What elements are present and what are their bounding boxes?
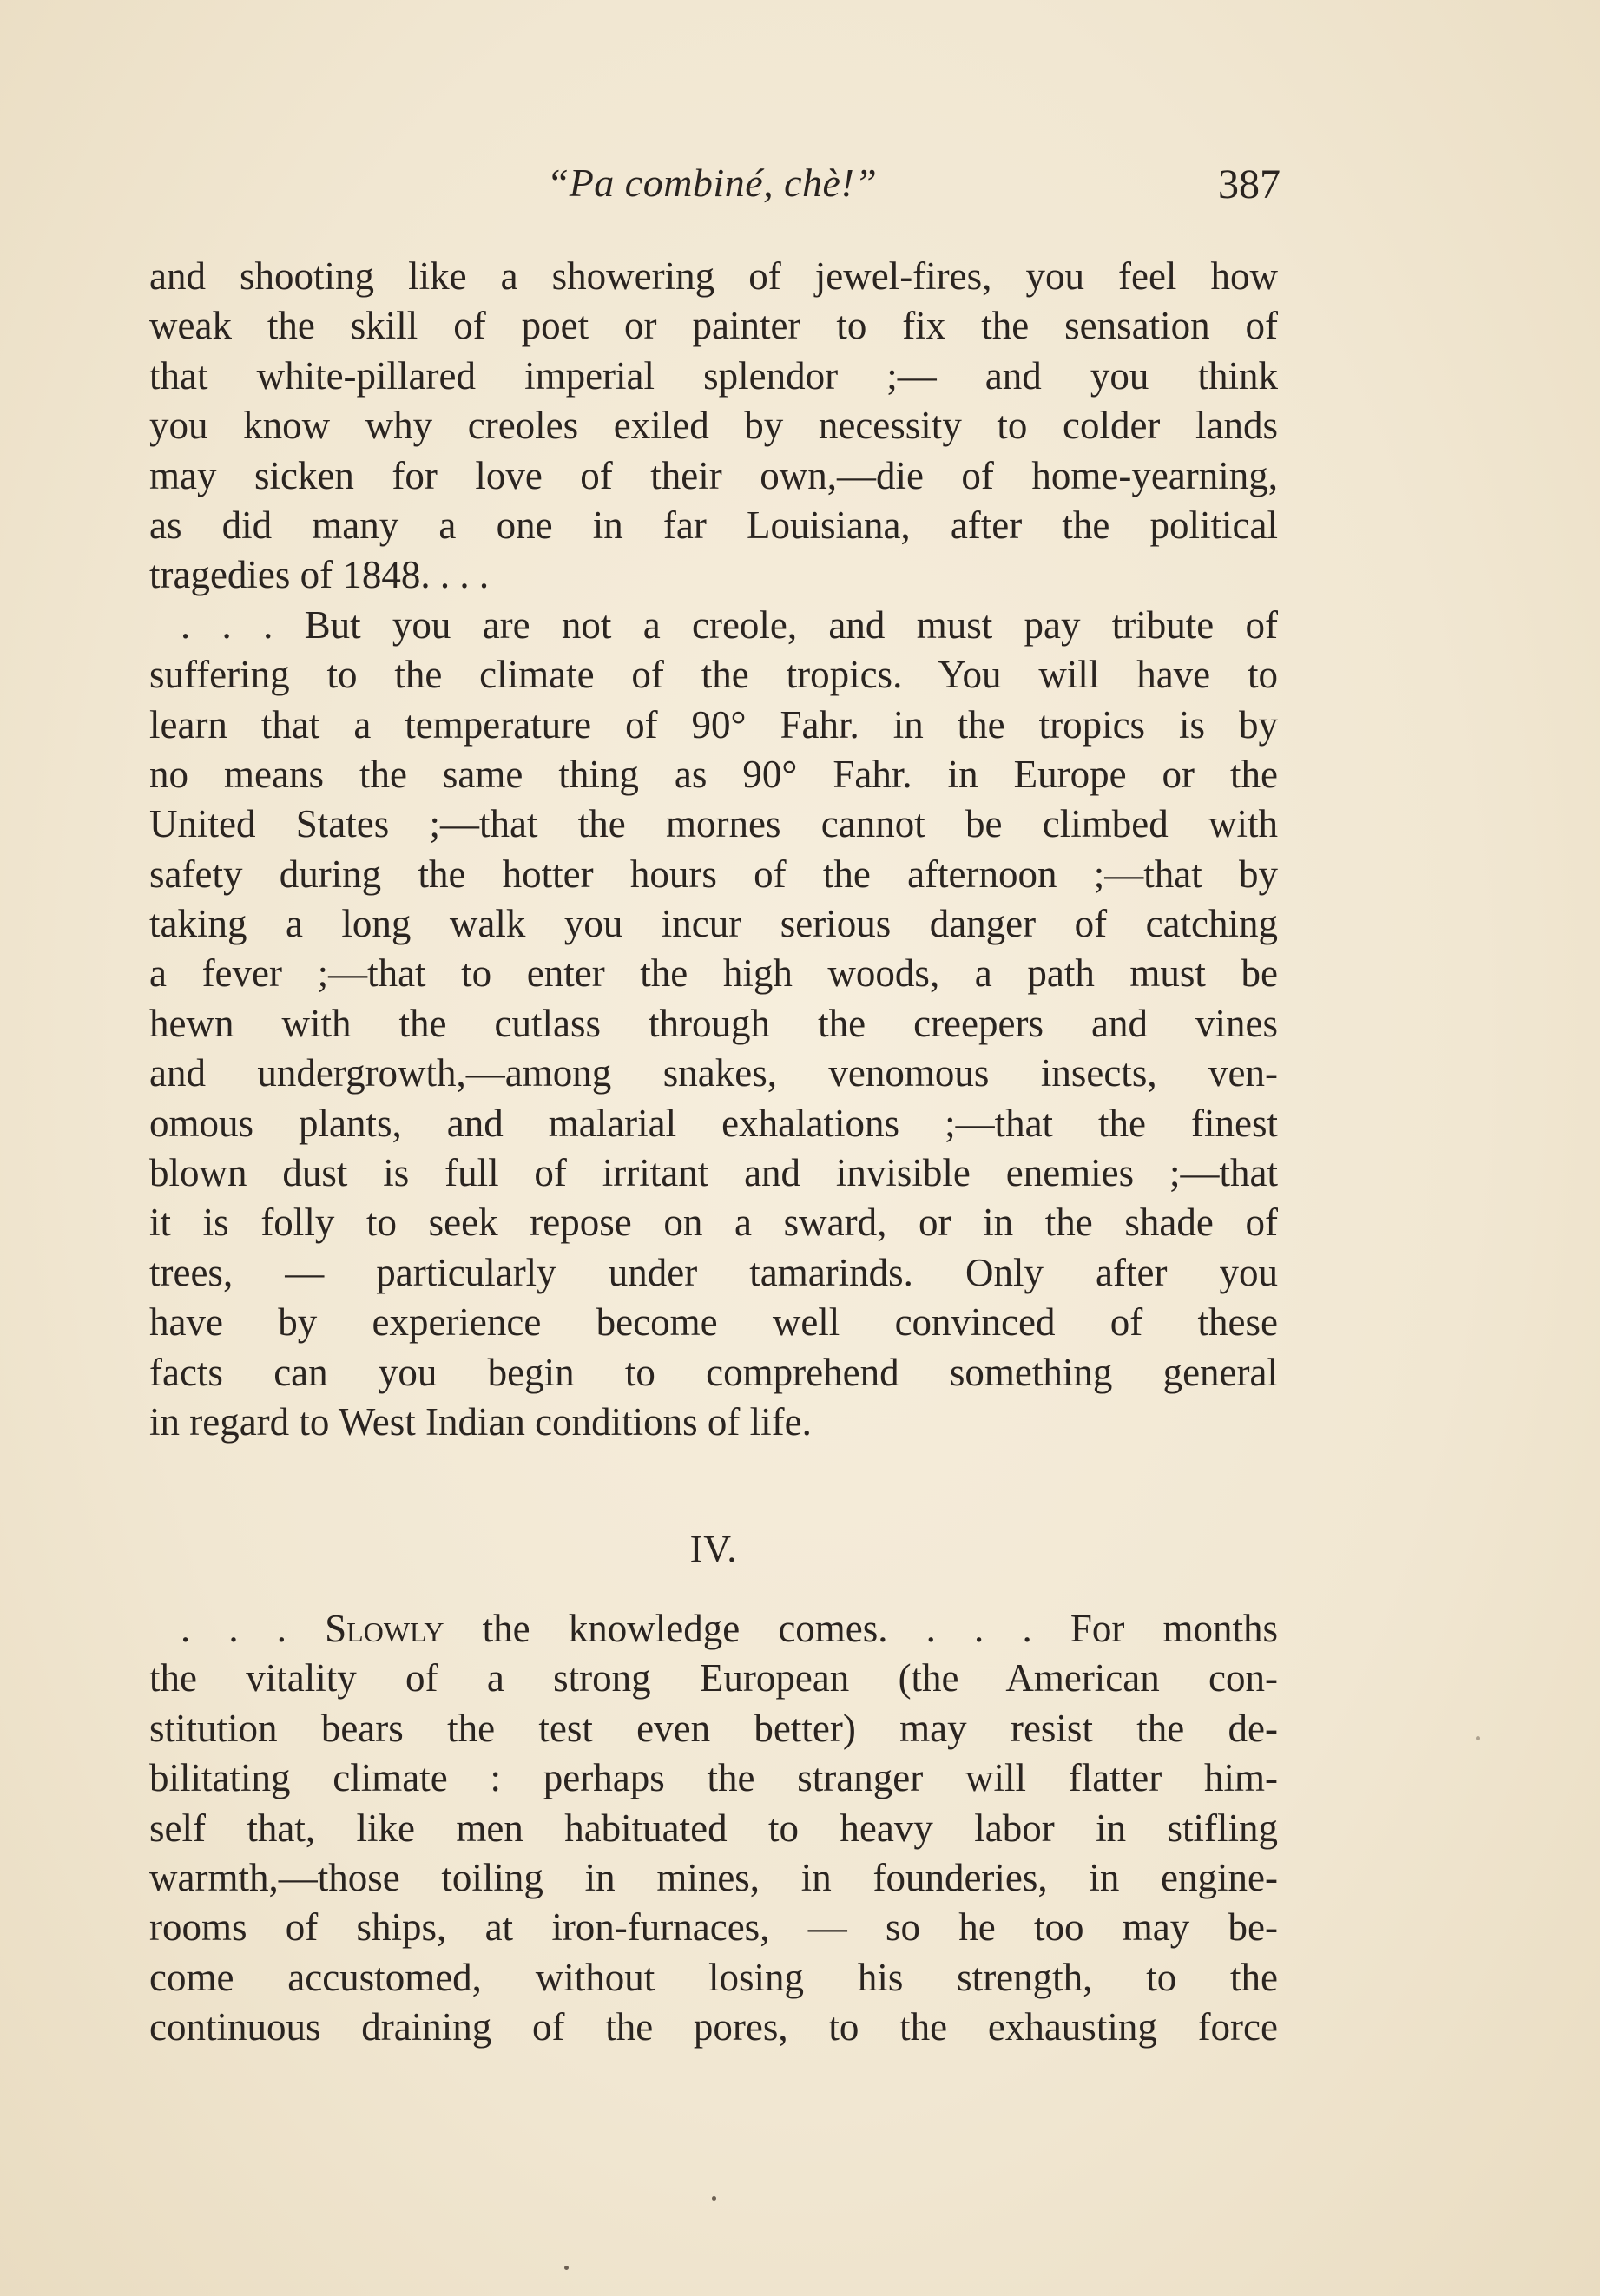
text-line: as did many a one in far Louisiana, after the political [149,503,1278,547]
text-line: come accustomed, without losing his strength, to the [149,1955,1278,1999]
paragraph-1 [149,252,1278,601]
text-line: stitution bears the test even better) may resist the de- [149,1706,1278,1750]
opening-line-rest: the knowledge comes. . . . For months [444,1607,1278,1650]
text-line-opening [149,1604,1278,1654]
text-line: weak the skill of poet or painter to fix the sensation of [149,304,1278,348]
main-text-block [149,252,1278,1447]
text-line: have by experience become well convinced of these [149,1300,1278,1345]
text-line: and shooting like a showering of jewel-fires, you feel how [149,254,1278,298]
text-line: self that, like men habituated to heavy labor in stifling [149,1806,1278,1850]
text-line: and undergrowth,—among snakes, venomous insects, ven- [149,1051,1278,1095]
section-text-block [149,1604,1278,2053]
section-heading: IV. [689,1528,738,1570]
text-line: continuous draining of the pores, to the exhausting force [149,2005,1278,2049]
text-line: you know why creoles exiled by necessity to colder lands [149,404,1278,448]
text-line: tragedies of 1848. . . . [149,553,490,597]
text-line: learn that a temperature of 90° Fahr. in the tropics is by [149,702,1278,747]
opening-small-caps-word: Slowly [325,1607,444,1650]
text-line: hewn with the cutlass through the creepers and vines [149,1001,1278,1045]
text-line: trees, — particularly under tamarinds. Only after you [149,1250,1278,1294]
text-line: . . . But you are not a creole, and must pay tribute of [181,602,1278,647]
text-line: facts can you begin to comprehend something general [149,1350,1278,1394]
text-line: the vitality of a strong European (the American con- [149,1656,1278,1701]
text-line: blown dust is full of irritant and invisible enemies ;—that [149,1151,1278,1195]
page-number: 387 [1218,161,1281,207]
text-line: rooms of ships, at iron-furnaces, — so he too may be- [149,1905,1278,1950]
text-line: no means the same thing as 90° Fahr. in Europe or the [149,752,1278,796]
text-line: it is folly to seek repose on a sward, or in the shade of [149,1201,1278,1245]
opening-ellipsis: . . . [181,1607,326,1650]
text-line: that white-pillared imperial splendor ;— and you think [149,353,1278,398]
running-title: “Pa combiné, chè!” [546,161,878,205]
paper-speck [712,2196,716,2201]
text-line: warmth,—those toiling in mines, in founderies, in engine- [149,1855,1278,1899]
text-line: omous plants, and malarial exhalations ;—that the finest [149,1101,1278,1145]
text-line: in regard to West Indian conditions of life. [149,1399,812,1444]
text-line: taking a long walk you incur serious danger of catching [149,902,1278,946]
text-line: a fever ;—that to enter the high woods, a path must be [149,951,1278,996]
running-head [148,153,1281,214]
text-line: suffering to the climate of the tropics. You will have to [149,653,1278,697]
paragraph-2 [149,601,1278,1448]
text-line: may sicken for love of their own,—die of home-yearning, [149,453,1278,497]
text-line: safety during the hotter hours of the afternoon ;—that by [149,852,1278,896]
paragraph-3 [149,1604,1278,2053]
text-line: United States ;—that the mornes cannot be climbed with [149,802,1278,846]
paper-speck [1476,1736,1480,1740]
paper-speck [564,2266,569,2270]
text-line: bilitating climate : perhaps the stranger will flatter him- [149,1756,1278,1800]
